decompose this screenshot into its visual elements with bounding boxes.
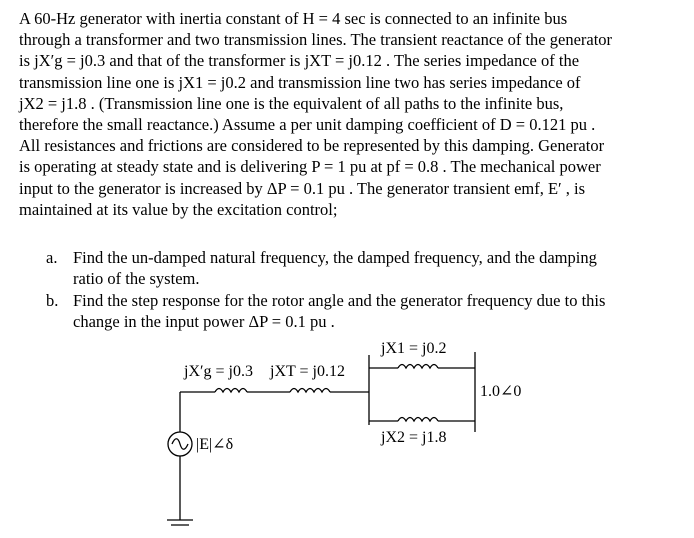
question-line: Find the step response for the rotor angle and the generator frequency due to this bbox=[73, 291, 606, 310]
question-line: change in the input power ΔP = 0.1 pu . bbox=[73, 312, 335, 332]
label-transformer-reactance: jXT = j0.12 bbox=[270, 363, 345, 380]
label-infinite-bus: 1.0∠0 bbox=[480, 383, 522, 400]
statement-line: input to the generator is increased by ΔP = 0.1 pu . The generator transient emf, E′ , is bbox=[19, 178, 586, 198]
statement-line: is jX′g = j0.3 and that of the transformer is jXT = j0.12 . The series impedance of the bbox=[19, 51, 580, 71]
inductor-transformer bbox=[290, 389, 330, 393]
label-line2-reactance: jX2 = j1.8 bbox=[381, 429, 447, 446]
statement-line: All resistances and frictions are considered to be represented by this damping. Generator bbox=[19, 136, 605, 156]
inductor-gen bbox=[215, 389, 247, 393]
statement-line: through a transformer and two transmission lines. The transient reactance of the generator bbox=[19, 30, 613, 50]
statement-line: jX2 = j1.8 . (Transmission line one is the equivalent of all paths to the infinite bus, bbox=[19, 93, 564, 113]
inductor-line2 bbox=[398, 418, 438, 422]
label-gen-reactance: jX′g = j0.3 bbox=[184, 363, 253, 380]
question-marker: b. bbox=[46, 291, 59, 310]
statement-line: therefore the small reactance.) Assume a per unit damping coefficient of D = 0.121 pu . bbox=[19, 115, 596, 135]
question-line: ratio of the system. bbox=[73, 269, 200, 289]
inductor-line1 bbox=[398, 365, 438, 369]
question-marker: a. bbox=[46, 248, 58, 267]
statement-line: A 60-Hz generator with inertia constant of H = 4 sec is connected to an infinite bus bbox=[19, 9, 568, 28]
label-line1-reactance: jX1 = j0.2 bbox=[381, 340, 447, 357]
statement-line: maintained at its value by the excitation control; bbox=[19, 199, 338, 219]
statement-line: transmission line one is jX1 = j0.2 and transmission line two has series impedance of bbox=[19, 72, 581, 92]
ac-wave-icon bbox=[172, 439, 188, 450]
label-source-emf: |E|∠δ bbox=[196, 436, 234, 453]
question-line: Find the un-damped natural frequency, the damped frequency, and the damping bbox=[73, 248, 597, 267]
statement-line: is operating at steady state and is delivering P = 1 pu at pf = 0.8 . The mechanical power bbox=[19, 157, 601, 177]
